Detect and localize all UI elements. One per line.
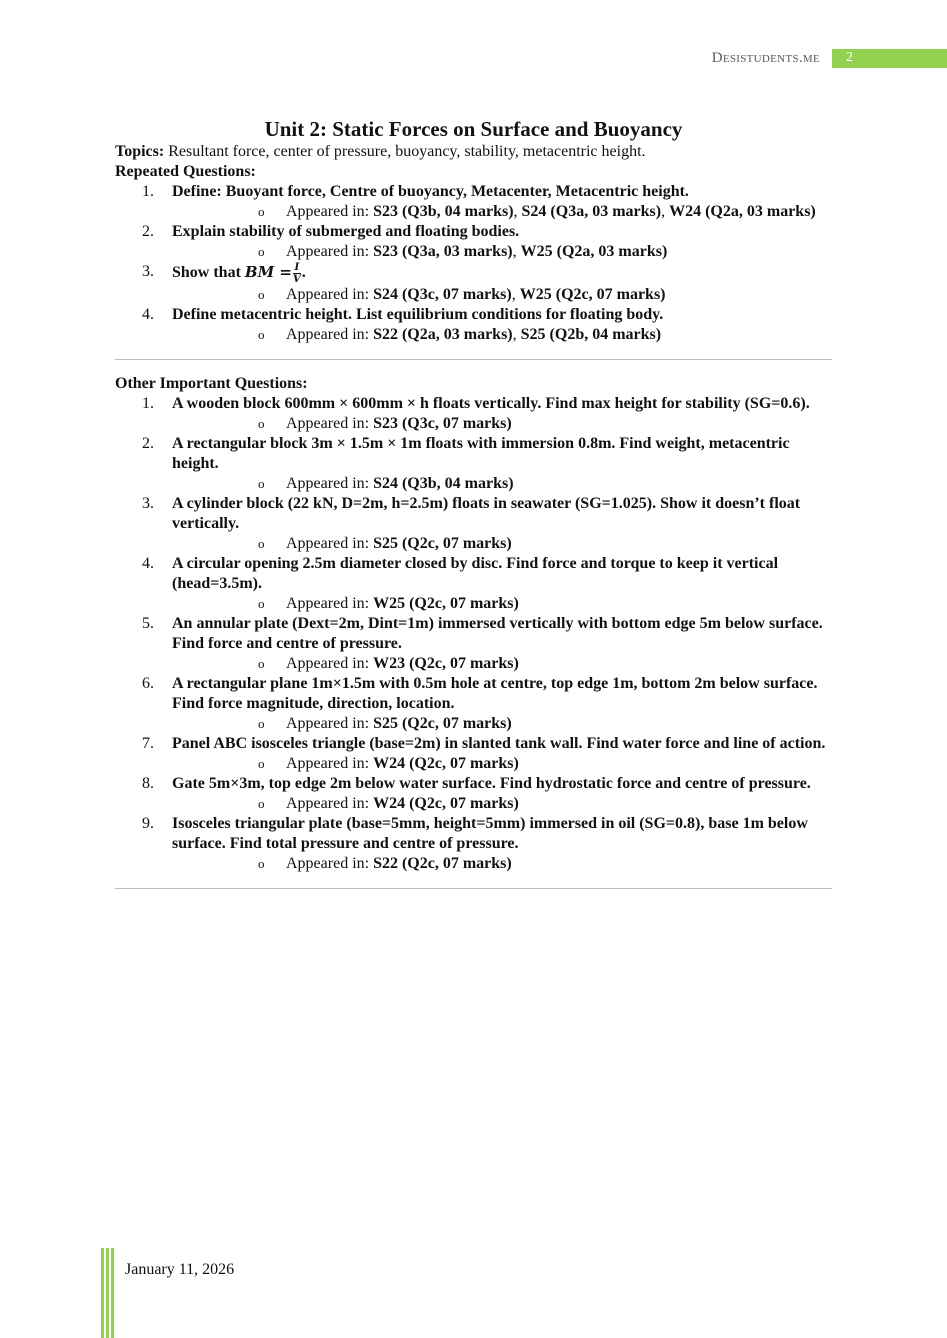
appeared-in-line — [172, 654, 832, 674]
appeared-label: Appeared in: — [286, 326, 374, 343]
exam-reference: W25 (Q2c, 07 marks) — [373, 595, 519, 612]
exam-reference: W24 (Q2a, 03 marks) — [669, 203, 816, 220]
bullet-marker: o — [258, 416, 265, 431]
appeared-in-line — [172, 242, 832, 262]
ref-separator: , — [512, 243, 521, 260]
exam-reference: W25 (Q2c, 07 marks) — [519, 286, 666, 303]
question-number: 3. — [142, 495, 154, 512]
question-number: 3. — [142, 263, 154, 280]
question-number: 6. — [142, 675, 154, 692]
question-number: 8. — [142, 775, 154, 792]
ref-separator: , — [661, 203, 670, 220]
repeated-question-item — [115, 305, 832, 345]
appeared-label: Appeared in: — [286, 855, 374, 872]
exam-reference: W23 (Q2c, 07 marks) — [373, 655, 519, 672]
formula-fraction — [293, 262, 301, 285]
appeared-in-line — [172, 714, 832, 734]
question-text — [172, 182, 832, 202]
document-body — [115, 116, 832, 903]
other-question-item — [115, 674, 832, 734]
exam-reference: W25 (Q2a, 03 marks) — [520, 243, 668, 260]
question-number: 2. — [142, 435, 154, 452]
formula-denominator: V — [292, 274, 301, 285]
question-text — [172, 305, 832, 325]
exam-reference: S23 (Q3c, 07 marks) — [373, 415, 512, 432]
appeared-in-line — [172, 202, 832, 222]
other-question-item — [115, 814, 832, 874]
page-number-badge: 2 — [832, 49, 947, 68]
repeated-question-item — [115, 262, 832, 305]
question-text: Isosceles triangular plate (base=5mm, height=5mm) immersed in oil (SG=0.8), base 1m below surface. Find total pressure and centre of pressure. — [172, 815, 808, 852]
question-text-content: Define: Buoyant force, Centre of buoyancy, Metacenter, Metacentric height. — [172, 183, 689, 200]
other-question-item — [115, 774, 832, 814]
exam-reference: S25 (Q2c, 07 marks) — [373, 715, 512, 732]
appeared-label: Appeared in: — [286, 535, 374, 552]
other-heading: Other Important Questions: — [115, 375, 308, 392]
repeated-question-item — [115, 222, 832, 262]
appeared-label: Appeared in: — [286, 475, 374, 492]
page-title: Unit 2: Static Forces on Surface and Buoyancy — [264, 117, 683, 141]
exam-reference: S25 (Q2b, 04 marks) — [520, 326, 662, 343]
question-text: An annular plate (Dext=2m, Dint=1m) immersed vertically with bottom edge 5m below surface. Find force and centre of pressure. — [172, 615, 823, 652]
appeared-in-line — [172, 474, 832, 494]
appeared-in-line — [172, 854, 832, 874]
appeared-in-line — [172, 534, 832, 554]
other-question-item — [115, 614, 832, 674]
appeared-in-line — [172, 754, 832, 774]
question-number: 1. — [142, 183, 154, 200]
repeated-questions-list — [115, 182, 832, 345]
appeared-label: Appeared in: — [286, 795, 374, 812]
footer-accent-bars — [101, 1248, 115, 1338]
question-text-content: Explain stability of submerged and floating bodies. — [172, 223, 520, 240]
appeared-label: Appeared in: — [286, 655, 374, 672]
topics-line — [115, 142, 832, 162]
question-number: 4. — [142, 306, 154, 323]
formula-numerator: I — [294, 262, 300, 273]
bullet-marker: o — [258, 796, 265, 811]
question-number: 5. — [142, 615, 154, 632]
question-text — [172, 222, 832, 242]
divider — [115, 359, 832, 360]
question-number: 9. — [142, 815, 154, 832]
appeared-in-line — [172, 794, 832, 814]
appeared-label: Appeared in: — [286, 243, 374, 260]
exam-reference: S24 (Q3a, 03 marks) — [521, 203, 662, 220]
appeared-label: Appeared in: — [286, 595, 374, 612]
appeared-label: Appeared in: — [286, 715, 374, 732]
exam-reference: S22 (Q2a, 03 marks) — [373, 326, 513, 343]
exam-reference: W24 (Q2c, 07 marks) — [373, 755, 519, 772]
question-text: A cylinder block (22 kN, D=2m, h=2.5m) floats in seawater (SG=1.025). Show it doesn’t float vertically. — [172, 495, 801, 532]
question-text: A rectangular block 3m × 1.5m × 1m floats with immersion 0.8m. Find weight, metacentric height. — [172, 435, 790, 472]
appeared-in-line — [172, 325, 832, 345]
question-text-content: Define metacentric height. List equilibrium conditions for floating body. — [172, 306, 664, 323]
appeared-label: Appeared in: — [286, 755, 374, 772]
question-text: A wooden block 600mm × 600mm × h floats vertically. Find max height for stability (SG=0.6). — [172, 395, 810, 412]
appeared-label: Appeared in: — [286, 203, 374, 220]
appeared-label: Appeared in: — [286, 415, 374, 432]
bullet-marker: o — [258, 476, 265, 491]
bullet-marker: o — [258, 856, 265, 871]
bullet-marker: o — [258, 716, 265, 731]
bullet-marker: o — [258, 204, 265, 219]
footer-date: January 11, 2026 — [125, 1261, 235, 1278]
ref-separator: , — [513, 203, 522, 220]
other-question-item — [115, 434, 832, 494]
page-header — [712, 48, 947, 68]
exam-reference: S25 (Q2c, 07 marks) — [373, 535, 512, 552]
site-name: Desistudents.me — [711, 49, 820, 66]
repeated-question-item — [115, 182, 832, 222]
exam-reference: S23 (Q3b, 04 marks) — [373, 203, 514, 220]
appeared-in-line — [172, 414, 832, 434]
question-number: 2. — [142, 223, 154, 240]
appeared-label: Appeared in: — [286, 286, 374, 303]
formula-lhs: BM = — [244, 263, 292, 282]
exam-reference: S24 (Q3b, 04 marks) — [373, 475, 514, 492]
exam-reference: S22 (Q2c, 07 marks) — [373, 855, 512, 872]
bullet-marker: o — [258, 244, 265, 259]
question-number: 7. — [142, 735, 154, 752]
bullet-marker: o — [258, 596, 265, 611]
divider — [115, 888, 832, 889]
bullet-marker: o — [258, 327, 265, 342]
exam-reference: S23 (Q3a, 03 marks) — [373, 243, 513, 260]
ref-separator: , — [512, 326, 521, 343]
other-question-item — [115, 554, 832, 614]
bullet-marker: o — [258, 656, 265, 671]
topics-text: Resultant force, center of pressure, buoyancy, stability, metacentric height. — [164, 143, 646, 160]
question-number: 1. — [142, 395, 154, 412]
question-text: Gate 5m×3m, top edge 2m below water surface. Find hydrostatic force and centre of pressure. — [172, 775, 811, 792]
exam-reference: W24 (Q2c, 07 marks) — [373, 795, 519, 812]
bullet-marker: o — [258, 756, 265, 771]
topics-label: Topics: — [115, 143, 165, 160]
question-text: A rectangular plane 1m×1.5m with 0.5m hole at centre, top edge 1m, bottom 2m below surface. Find force magnitude, direction, location. — [172, 675, 818, 712]
question-text: A circular opening 2.5m diameter closed by disc. Find force and torque to keep it vertical (head=3.5m). — [172, 555, 779, 592]
question-text — [172, 262, 832, 285]
question-number: 4. — [142, 555, 154, 572]
other-questions-list — [115, 394, 832, 874]
other-question-item — [115, 494, 832, 554]
bullet-marker: o — [258, 287, 265, 302]
exam-reference: S24 (Q3c, 07 marks) — [373, 286, 512, 303]
question-text-content: Show that — [172, 264, 245, 282]
appeared-in-line — [172, 285, 832, 305]
repeated-heading: Repeated Questions: — [115, 163, 256, 180]
appeared-in-line — [172, 594, 832, 614]
other-question-item — [115, 734, 832, 774]
other-question-item — [115, 394, 832, 434]
ref-separator: , — [511, 286, 520, 303]
bullet-marker: o — [258, 536, 265, 551]
question-text: Panel ABC isosceles triangle (base=2m) in slanted tank wall. Find water force and line of action. — [172, 735, 826, 752]
formula-end: . — [301, 264, 306, 282]
